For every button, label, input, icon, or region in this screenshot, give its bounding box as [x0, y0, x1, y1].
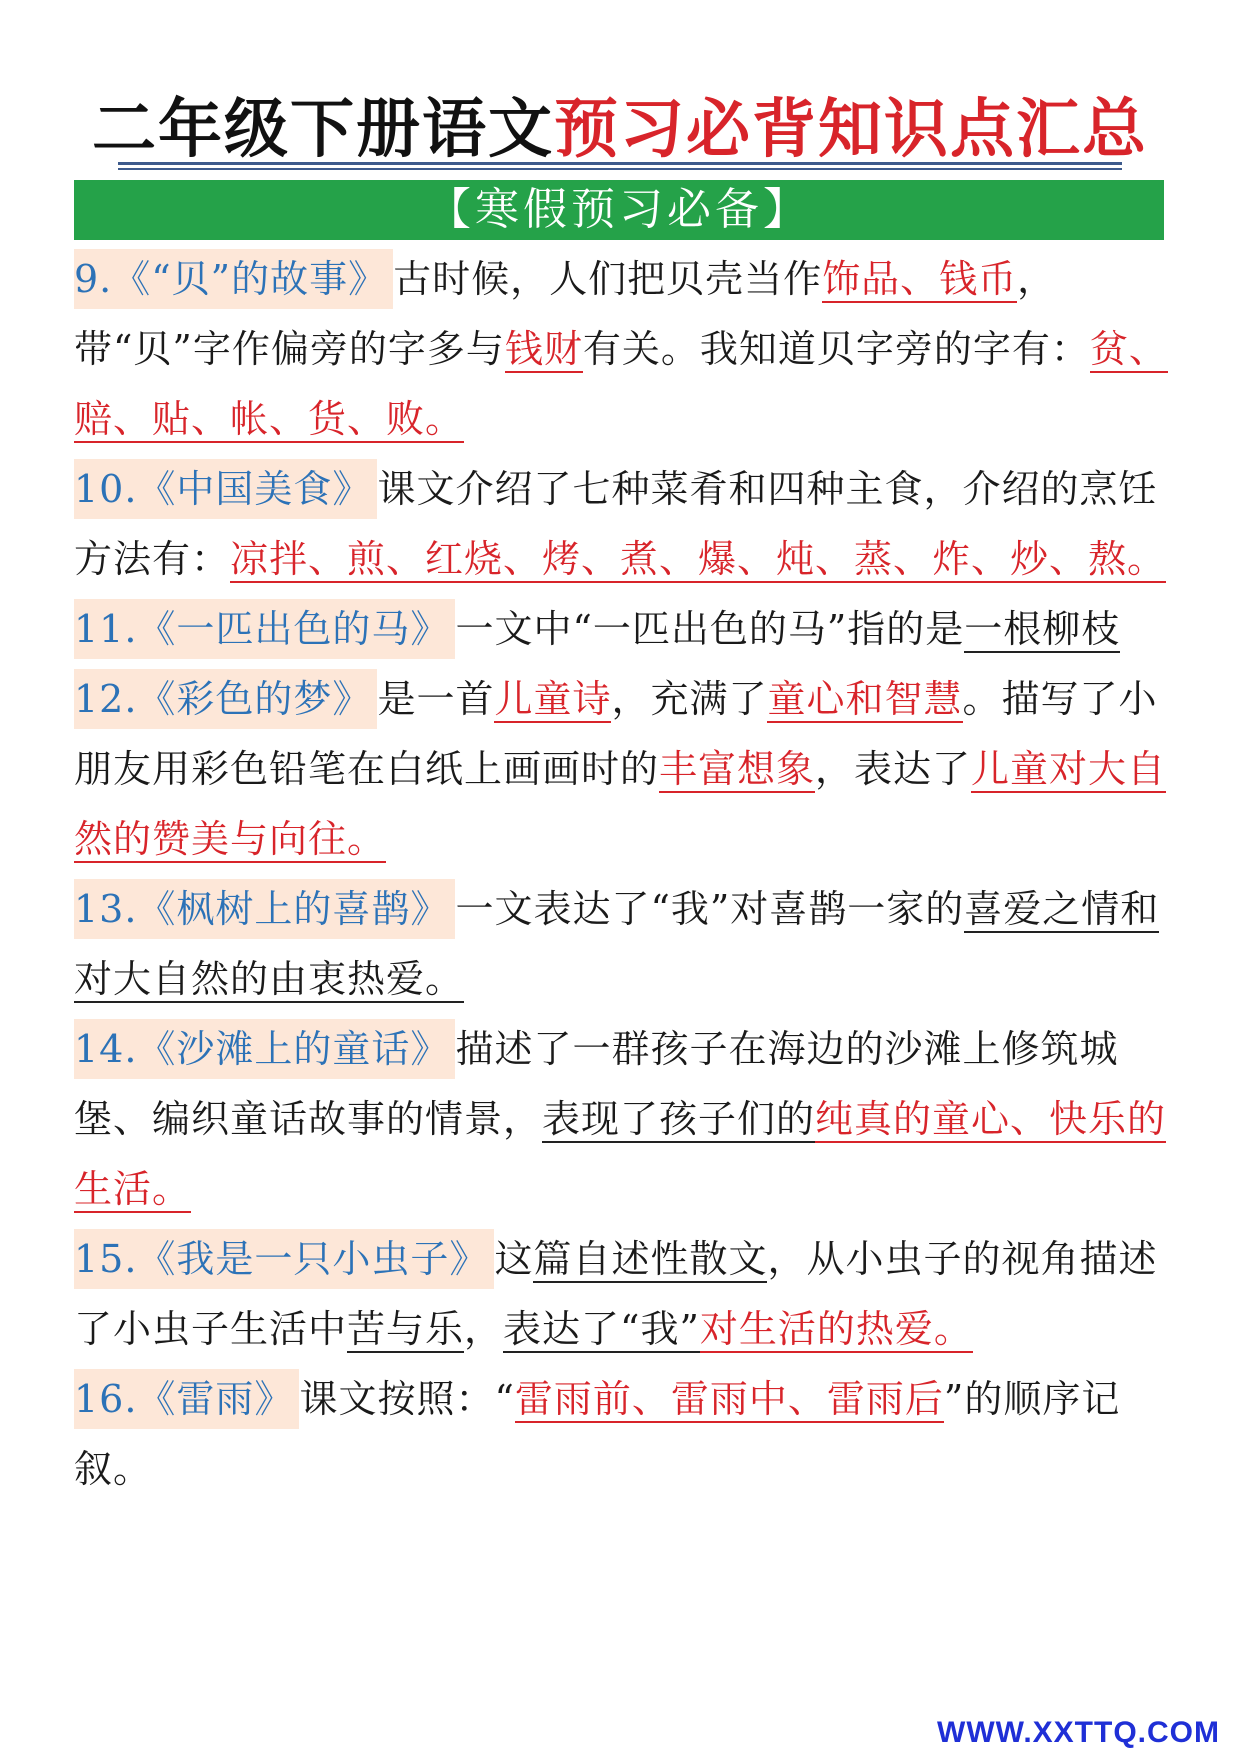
- list-item-16: [74, 1364, 1170, 1504]
- item-highlight: 儿童诗: [494, 677, 612, 721]
- item-underline: 表现了孩子们的: [542, 1097, 816, 1141]
- section-banner: 【寒假预习必备】: [74, 180, 1164, 240]
- knowledge-list: [74, 244, 1170, 1504]
- list-item-9: [74, 244, 1170, 454]
- item-highlight: 饰品、钱币: [822, 257, 1018, 301]
- item-underline: 篇自述性散文: [533, 1237, 768, 1281]
- list-item-10: [74, 454, 1170, 594]
- list-item-14: [74, 1014, 1170, 1224]
- item-label: 13.《枫树上的喜鹊》: [74, 879, 455, 939]
- item-highlight: 纯真的童心、快乐的生活。: [74, 1097, 1167, 1211]
- site-watermark: WWW.XXTTQ.COM: [937, 1716, 1220, 1749]
- list-item-12: [74, 664, 1170, 874]
- item-text: 一文中“一匹出色的马”指的是: [455, 607, 965, 651]
- item-text: 是一首: [377, 677, 495, 721]
- page-title: [92, 86, 1148, 174]
- item-underline: 一根柳枝: [964, 607, 1121, 651]
- list-item-13: [74, 874, 1170, 1014]
- title-part-black: 二年级下册语文: [92, 93, 554, 167]
- item-highlight: 贫、赔、贴、帐、货、败。: [74, 327, 1168, 441]
- item-text: 古时候，人们把贝壳当作: [393, 257, 823, 301]
- item-text: ”的顺序记叙。: [74, 1377, 1121, 1491]
- item-text: ，表达了: [815, 747, 972, 791]
- item-text: ，带“贝”字作偏旁的字多与: [74, 257, 1057, 371]
- list-item-15: [74, 1224, 1170, 1364]
- item-text: 课文按照：“: [299, 1377, 515, 1421]
- item-underline: 苦与乐: [347, 1307, 465, 1351]
- item-highlight: 对生活的热爱。: [699, 1307, 973, 1351]
- item-label: 9.《“贝”的故事》: [74, 249, 393, 309]
- item-highlight: 凉拌、煎、红烧、烤、煮、爆、炖、蒸、炸、炒、熬。: [230, 537, 1167, 581]
- item-highlight: 儿童对大自然的赞美与向往。: [74, 747, 1167, 861]
- item-text: 有关。我知道贝字旁的字有：: [582, 327, 1090, 371]
- item-text: 描述了一群孩子在海边的沙滩上修筑城堡、编织童话故事的情景，: [74, 1027, 1119, 1141]
- item-highlight: 雷雨前、雷雨中、雷雨后: [514, 1377, 944, 1421]
- item-text: ，充满了: [611, 677, 768, 721]
- item-label: 14.《沙滩上的童话》: [74, 1019, 455, 1079]
- item-text: 课文介绍了七种菜肴和四种主食，介绍的烹饪方法有：: [74, 467, 1158, 581]
- item-highlight: 童心和智慧: [767, 677, 963, 721]
- item-label: 11.《一匹出色的马》: [74, 599, 455, 659]
- item-text: 这: [494, 1237, 534, 1281]
- item-text: ，: [464, 1307, 504, 1351]
- item-underline: 表达了“我”: [503, 1307, 700, 1351]
- item-highlight: 丰富想象: [659, 747, 816, 791]
- item-label: 15.《我是一只小虫子》: [74, 1229, 494, 1289]
- item-label: 12.《彩色的梦》: [74, 669, 377, 729]
- item-text: 一文表达了“我”对喜鹊一家的: [455, 887, 965, 931]
- list-item-11: [74, 594, 1170, 664]
- page-title-wrap: [0, 86, 1240, 174]
- item-text: ，从小虫子的视角描述了小虫子生活中: [74, 1237, 1158, 1351]
- title-part-red: 预习必背知识点汇总: [554, 93, 1148, 167]
- item-highlight: 钱财: [504, 327, 583, 371]
- item-underline: 喜爱之情和对大自然的由衷热爱。: [74, 887, 1160, 1001]
- item-label: 16.《雷雨》: [74, 1369, 299, 1429]
- title-underline: [118, 162, 1122, 170]
- item-text: 。描写了小朋友用彩色铅笔在白纸上画画时的: [74, 677, 1158, 791]
- item-label: 10.《中国美食》: [74, 459, 377, 519]
